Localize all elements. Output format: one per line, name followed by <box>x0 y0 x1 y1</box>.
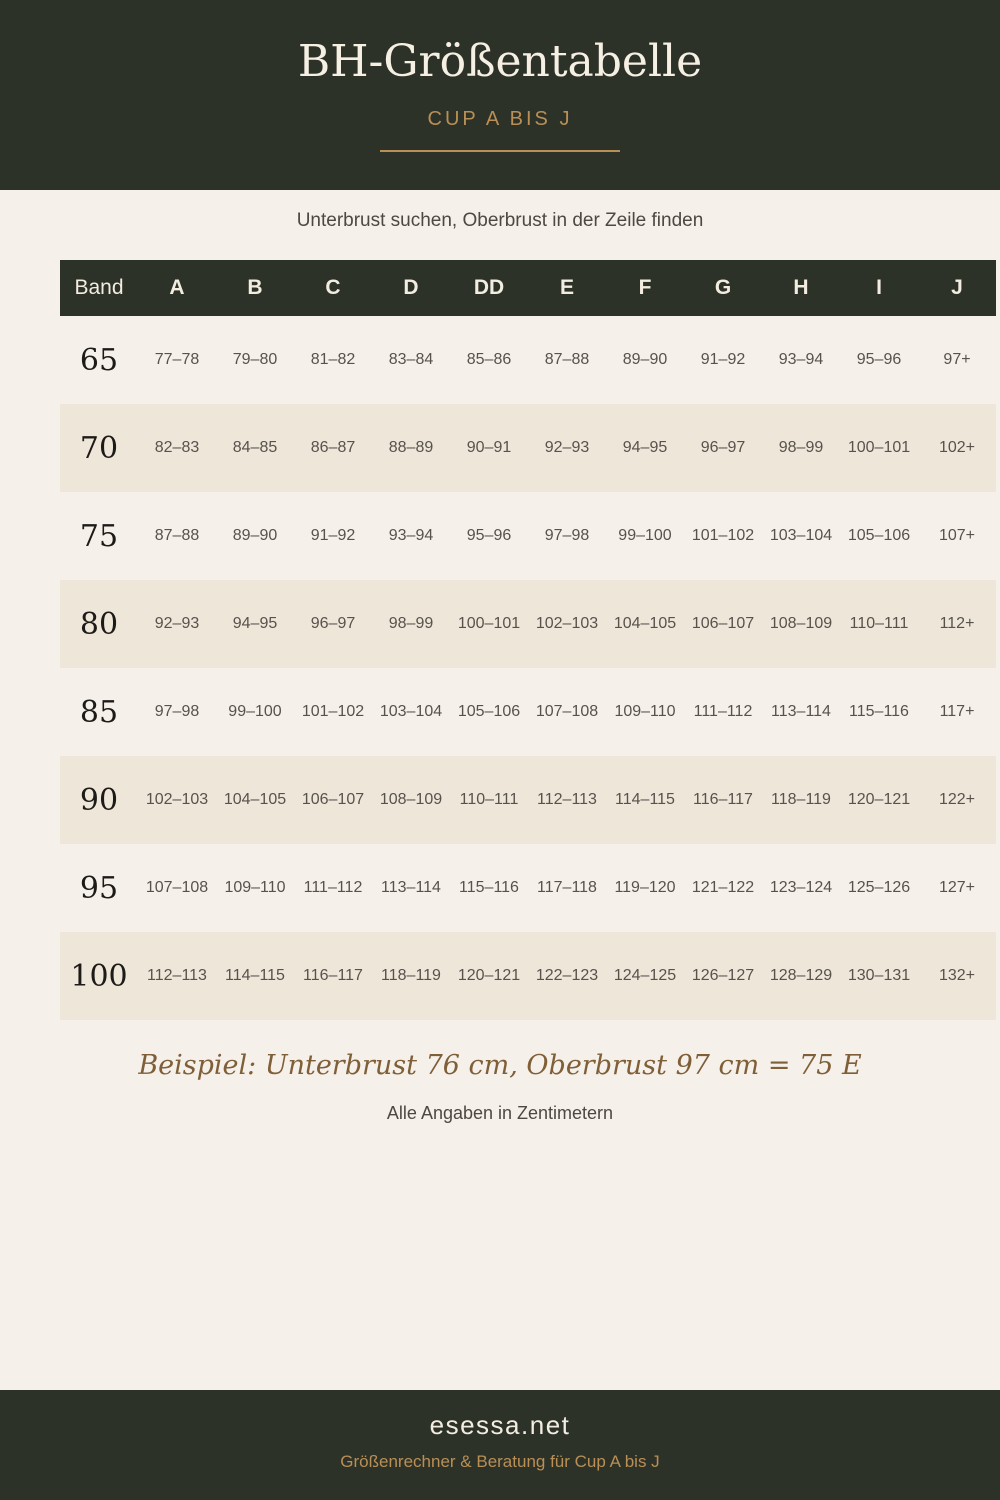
footer-tagline: Größenrechner & Beratung für Cup A bis J <box>340 1452 660 1471</box>
bust-range-cell: 97+ <box>943 351 971 368</box>
table-body <box>60 316 996 1020</box>
bust-range-cell: 86–87 <box>294 404 372 492</box>
bust-range-cell: 118–119 <box>762 756 840 844</box>
bust-range-cell: 116–117 <box>294 932 372 1020</box>
bust-range-cell: 120–121 <box>840 756 918 844</box>
cup-column-header: B <box>216 260 294 316</box>
bust-range-cell: 122+ <box>918 756 996 844</box>
bust-range-cell: 114–115 <box>216 932 294 1020</box>
bust-range-cell: 112–113 <box>528 756 606 844</box>
bust-range-cell: 91–92 <box>310 527 356 544</box>
table-row <box>60 580 996 668</box>
bust-range-cell: 81–82 <box>310 351 356 368</box>
bust-range-cell: 77–78 <box>154 351 200 368</box>
bust-range-cell: 106–107 <box>684 580 762 668</box>
bust-range-cell: 108–109 <box>762 580 840 668</box>
bust-range-cell: 115–116 <box>459 879 519 896</box>
bust-range-cell: 79–80 <box>232 351 278 368</box>
table-header <box>60 260 996 316</box>
bust-range-cell: 84–85 <box>216 404 294 492</box>
bust-range-cell: 87–88 <box>154 527 200 544</box>
cup-column-header: G <box>684 260 762 316</box>
bust-range-cell: 91–92 <box>700 351 746 368</box>
bust-range-cell: 115–116 <box>849 703 909 720</box>
cup-column-header: J <box>918 260 996 316</box>
bust-range-cell: 88–89 <box>372 404 450 492</box>
band-size-cell: 65 <box>79 342 119 378</box>
bust-range-cell: 102+ <box>918 404 996 492</box>
cup-column-header: E <box>528 260 606 316</box>
bust-range-cell: 101–102 <box>691 527 755 544</box>
page-footer <box>0 1390 1000 1500</box>
header-divider <box>380 150 620 152</box>
bust-range-cell: 95–96 <box>466 527 512 544</box>
bust-range-cell: 109–110 <box>224 879 286 896</box>
bust-range-cell: 87–88 <box>544 351 590 368</box>
band-size-cell: 100 <box>60 932 138 1020</box>
bust-range-cell: 94–95 <box>216 580 294 668</box>
cup-column-header: H <box>762 260 840 316</box>
table-row <box>60 316 996 404</box>
bust-range-cell: 111–112 <box>693 703 753 720</box>
bust-range-cell: 85–86 <box>466 351 512 368</box>
bust-range-cell: 102–103 <box>528 580 606 668</box>
bust-range-cell: 117–118 <box>537 879 597 896</box>
bust-range-cell: 92–93 <box>528 404 606 492</box>
bust-range-cell: 125–126 <box>847 879 911 896</box>
bust-range-cell: 96–97 <box>294 580 372 668</box>
band-size-cell: 85 <box>79 694 119 730</box>
bust-range-cell: 123–124 <box>769 879 833 896</box>
bust-range-cell: 122–123 <box>528 932 606 1020</box>
bust-range-cell: 107+ <box>938 527 976 544</box>
bust-range-cell: 104–105 <box>606 580 684 668</box>
bust-range-cell: 98–99 <box>372 580 450 668</box>
bust-range-cell: 100–101 <box>450 580 528 668</box>
bust-range-cell: 120–121 <box>450 932 528 1020</box>
bust-range-cell: 83–84 <box>388 351 434 368</box>
page-header <box>0 0 1000 190</box>
bust-range-cell: 97–98 <box>544 527 590 544</box>
table-row <box>60 404 996 492</box>
bust-range-cell: 90–91 <box>450 404 528 492</box>
unit-note: Alle Angaben in Zentimetern <box>386 1103 614 1123</box>
cup-column-header: D <box>372 260 450 316</box>
bust-range-cell: 99–100 <box>228 703 282 720</box>
bust-range-cell: 97–98 <box>154 703 200 720</box>
bust-range-cell: 118–119 <box>372 932 450 1020</box>
bust-range-cell: 116–117 <box>684 756 762 844</box>
bust-range-cell: 101–102 <box>301 703 365 720</box>
bust-range-cell: 110–111 <box>450 756 528 844</box>
page-title: BH-Größentabelle <box>297 36 703 87</box>
bust-range-cell: 98–99 <box>762 404 840 492</box>
cup-column-header: A <box>138 260 216 316</box>
bust-range-cell: 121–122 <box>691 879 755 896</box>
bust-range-cell: 107–108 <box>535 703 599 720</box>
bust-range-cell: 112–113 <box>138 932 216 1020</box>
bust-range-cell: 105–106 <box>847 527 911 544</box>
bust-range-cell: 130–131 <box>840 932 918 1020</box>
bust-range-cell: 111–112 <box>303 879 363 896</box>
bust-range-cell: 104–105 <box>216 756 294 844</box>
bust-range-cell: 110–111 <box>840 580 918 668</box>
bust-range-cell: 82–83 <box>138 404 216 492</box>
cup-column-header: I <box>840 260 918 316</box>
bust-range-cell: 93–94 <box>388 527 434 544</box>
bust-range-cell: 119–120 <box>614 879 676 896</box>
bust-range-cell: 112+ <box>918 580 996 668</box>
table-row <box>60 756 996 844</box>
bust-range-cell: 124–125 <box>606 932 684 1020</box>
bust-range-cell: 132+ <box>918 932 996 1020</box>
bust-range-cell: 127+ <box>938 879 976 896</box>
bust-range-cell: 89–90 <box>622 351 668 368</box>
band-size-cell: 75 <box>79 518 119 554</box>
bust-range-cell: 117+ <box>939 703 975 720</box>
bust-range-cell: 114–115 <box>606 756 684 844</box>
band-size-cell: 90 <box>60 756 138 844</box>
bust-range-cell: 108–109 <box>372 756 450 844</box>
table-row <box>60 932 996 1020</box>
size-table <box>60 260 996 1020</box>
bust-range-cell: 103–104 <box>769 527 833 544</box>
instruction-text: Unterbrust suchen, Oberbrust in der Zeile finden <box>296 210 704 231</box>
cup-column-header: F <box>606 260 684 316</box>
bust-range-cell: 113–114 <box>771 703 831 720</box>
band-size-cell: 70 <box>60 404 138 492</box>
table-row <box>60 668 996 756</box>
cup-column-header: C <box>294 260 372 316</box>
bust-range-cell: 94–95 <box>606 404 684 492</box>
bust-range-cell: 96–97 <box>684 404 762 492</box>
header-row <box>60 260 996 316</box>
bust-range-cell: 100–101 <box>840 404 918 492</box>
bust-range-cell: 105–106 <box>457 703 521 720</box>
bust-range-cell: 126–127 <box>684 932 762 1020</box>
example-text: Beispiel: Unterbrust 76 cm, Oberbrust 97 cm = 75 E <box>138 1050 862 1081</box>
footer-site-name: esessa.net <box>429 1410 571 1440</box>
bust-range-cell: 92–93 <box>138 580 216 668</box>
band-size-cell: 95 <box>79 870 119 906</box>
table-row <box>60 492 996 580</box>
bust-range-cell: 102–103 <box>138 756 216 844</box>
bust-range-cell: 109–110 <box>614 703 676 720</box>
band-column-header: Band <box>60 260 138 316</box>
table-row <box>60 844 996 932</box>
page-subtitle: CUP A BIS J <box>427 108 573 130</box>
bust-range-cell: 103–104 <box>379 703 443 720</box>
bust-range-cell: 113–114 <box>381 879 441 896</box>
bust-range-cell: 106–107 <box>294 756 372 844</box>
band-size-cell: 80 <box>60 580 138 668</box>
bust-range-cell: 99–100 <box>618 527 672 544</box>
bust-range-cell: 89–90 <box>232 527 278 544</box>
bust-range-cell: 128–129 <box>762 932 840 1020</box>
bust-range-cell: 95–96 <box>856 351 902 368</box>
cup-column-header: DD <box>450 260 528 316</box>
bust-range-cell: 93–94 <box>778 351 824 368</box>
bust-range-cell: 107–108 <box>145 879 209 896</box>
